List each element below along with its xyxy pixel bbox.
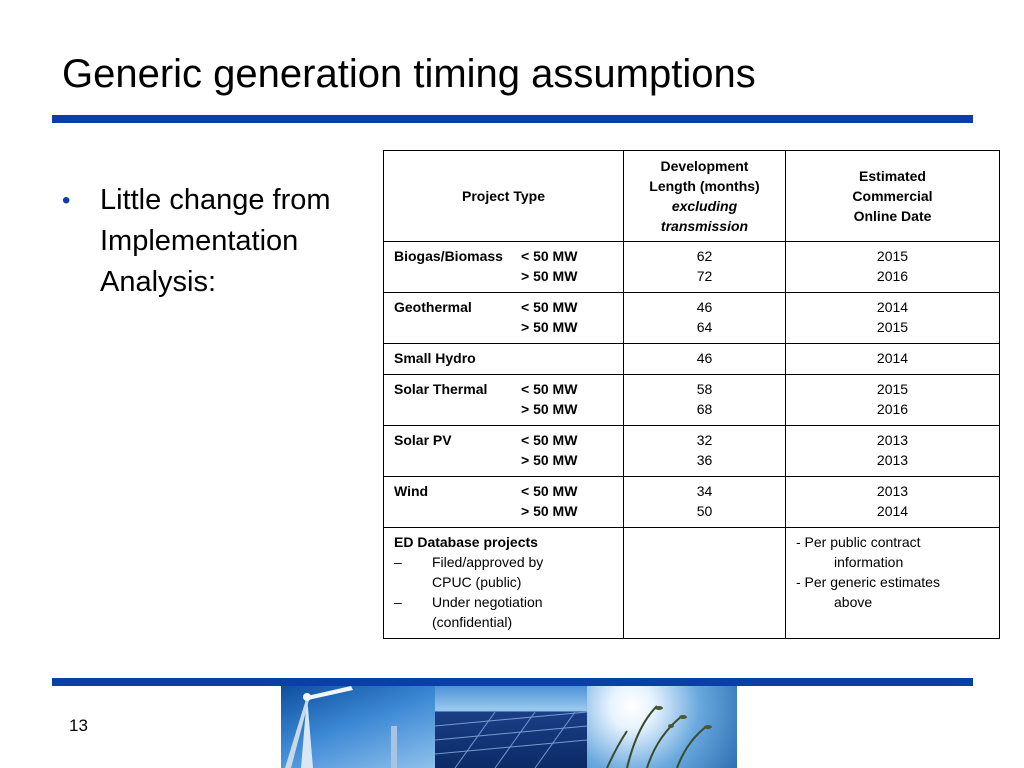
project-type-cell [384, 344, 624, 375]
capacity-label: < 50 MW [521, 432, 578, 448]
months-value: 50 [696, 503, 713, 519]
table-row [384, 375, 1000, 426]
table-row [384, 344, 1000, 375]
capacity-label: < 50 MW [521, 248, 578, 264]
project-name: Biogas/Biomass [394, 248, 503, 264]
online-date-value: 2014 [876, 503, 909, 519]
capacity-label: < 50 MW [521, 381, 578, 397]
bullet-list [62, 180, 352, 303]
online-date-value: 2013 [876, 432, 909, 448]
project-name: Small Hydro [394, 350, 476, 366]
online-date-cell [786, 293, 1000, 344]
project-name: Geothermal [394, 299, 472, 315]
bullet-text: Little change from Implementation Analysis: [100, 184, 331, 298]
title-divider [52, 115, 973, 123]
slide-title: Generic generation timing assumptions [62, 52, 756, 96]
online-date-value: 2014 [876, 299, 909, 315]
ed-item: – Filed/approved by CPUC (public) [394, 554, 544, 590]
project-name: Wind [394, 483, 429, 499]
ed-note: - Per generic estimates above [796, 574, 940, 610]
capacity-label: < 50 MW [521, 299, 578, 315]
ed-item: – Under negotiation (confidential) [394, 594, 543, 630]
bullet-dot-icon: • [62, 187, 71, 214]
months-cell [624, 477, 786, 528]
online-date-value: 2013 [876, 452, 909, 468]
months-value: 64 [696, 319, 713, 335]
online-date-value: 2015 [876, 381, 909, 397]
months-value: 62 [696, 248, 713, 264]
ed-project-cell: ED Database projects – Filed/approved by CPUC (public) – Under negotiation (confidential) [384, 528, 624, 639]
project-type-cell [384, 242, 624, 293]
capacity-label: > 50 MW [521, 452, 578, 468]
online-date-value: 2013 [876, 483, 909, 499]
months-value: 46 [696, 299, 713, 315]
ed-months-cell [624, 528, 786, 639]
months-value: 72 [696, 268, 713, 284]
online-date-cell [786, 426, 1000, 477]
months-value: 32 [696, 432, 713, 448]
project-name: Solar Thermal [394, 381, 488, 397]
project-type-cell [384, 375, 624, 426]
project-type-cell [384, 426, 624, 477]
table-row-ed-database [384, 528, 1000, 639]
header-development-length: Development Length (months) excluding transmission [624, 151, 786, 242]
months-cell [624, 426, 786, 477]
months-cell [624, 344, 786, 375]
ed-note: - Per public contract information [796, 534, 921, 570]
project-type-cell [384, 477, 624, 528]
online-date-value: 2014 [876, 350, 909, 366]
bullet-item [62, 180, 352, 303]
months-value: 36 [696, 452, 713, 468]
timing-table [383, 150, 1000, 639]
table-row [384, 477, 1000, 528]
months-cell [624, 242, 786, 293]
months-cell [624, 293, 786, 344]
months-value: 46 [696, 350, 713, 366]
table-row [384, 426, 1000, 477]
capacity-label: < 50 MW [521, 483, 578, 499]
online-date-cell [786, 477, 1000, 528]
wind-turbine-photo [281, 686, 435, 768]
table-row [384, 293, 1000, 344]
months-value: 58 [696, 381, 713, 397]
months-value: 68 [696, 401, 713, 417]
months-cell [624, 375, 786, 426]
project-type-cell [384, 293, 624, 344]
slide-number: 13 [69, 716, 88, 735]
capacity-label: > 50 MW [521, 319, 578, 335]
online-date-value: 2015 [876, 248, 909, 264]
footer-photo-strip [281, 686, 737, 768]
ed-notes-cell [786, 528, 1000, 639]
header-project-type: Project Type [384, 151, 624, 242]
months-value: 34 [696, 483, 713, 499]
online-date-value: 2015 [876, 319, 909, 335]
table-header-row [384, 151, 1000, 242]
capacity-label: > 50 MW [521, 268, 578, 284]
online-date-value: 2016 [876, 268, 909, 284]
project-name: Solar PV [394, 432, 452, 448]
capacity-label: > 50 MW [521, 503, 578, 519]
online-date-cell [786, 375, 1000, 426]
grass-sky-photo [587, 686, 737, 768]
online-date-cell [786, 344, 1000, 375]
footer-divider [52, 678, 973, 686]
solar-panel-photo [435, 686, 587, 768]
capacity-label: > 50 MW [521, 401, 578, 417]
online-date-value: 2016 [876, 401, 909, 417]
table-row [384, 242, 1000, 293]
online-date-cell [786, 242, 1000, 293]
header-online-date: Estimated Commercial Online Date [786, 151, 1000, 242]
